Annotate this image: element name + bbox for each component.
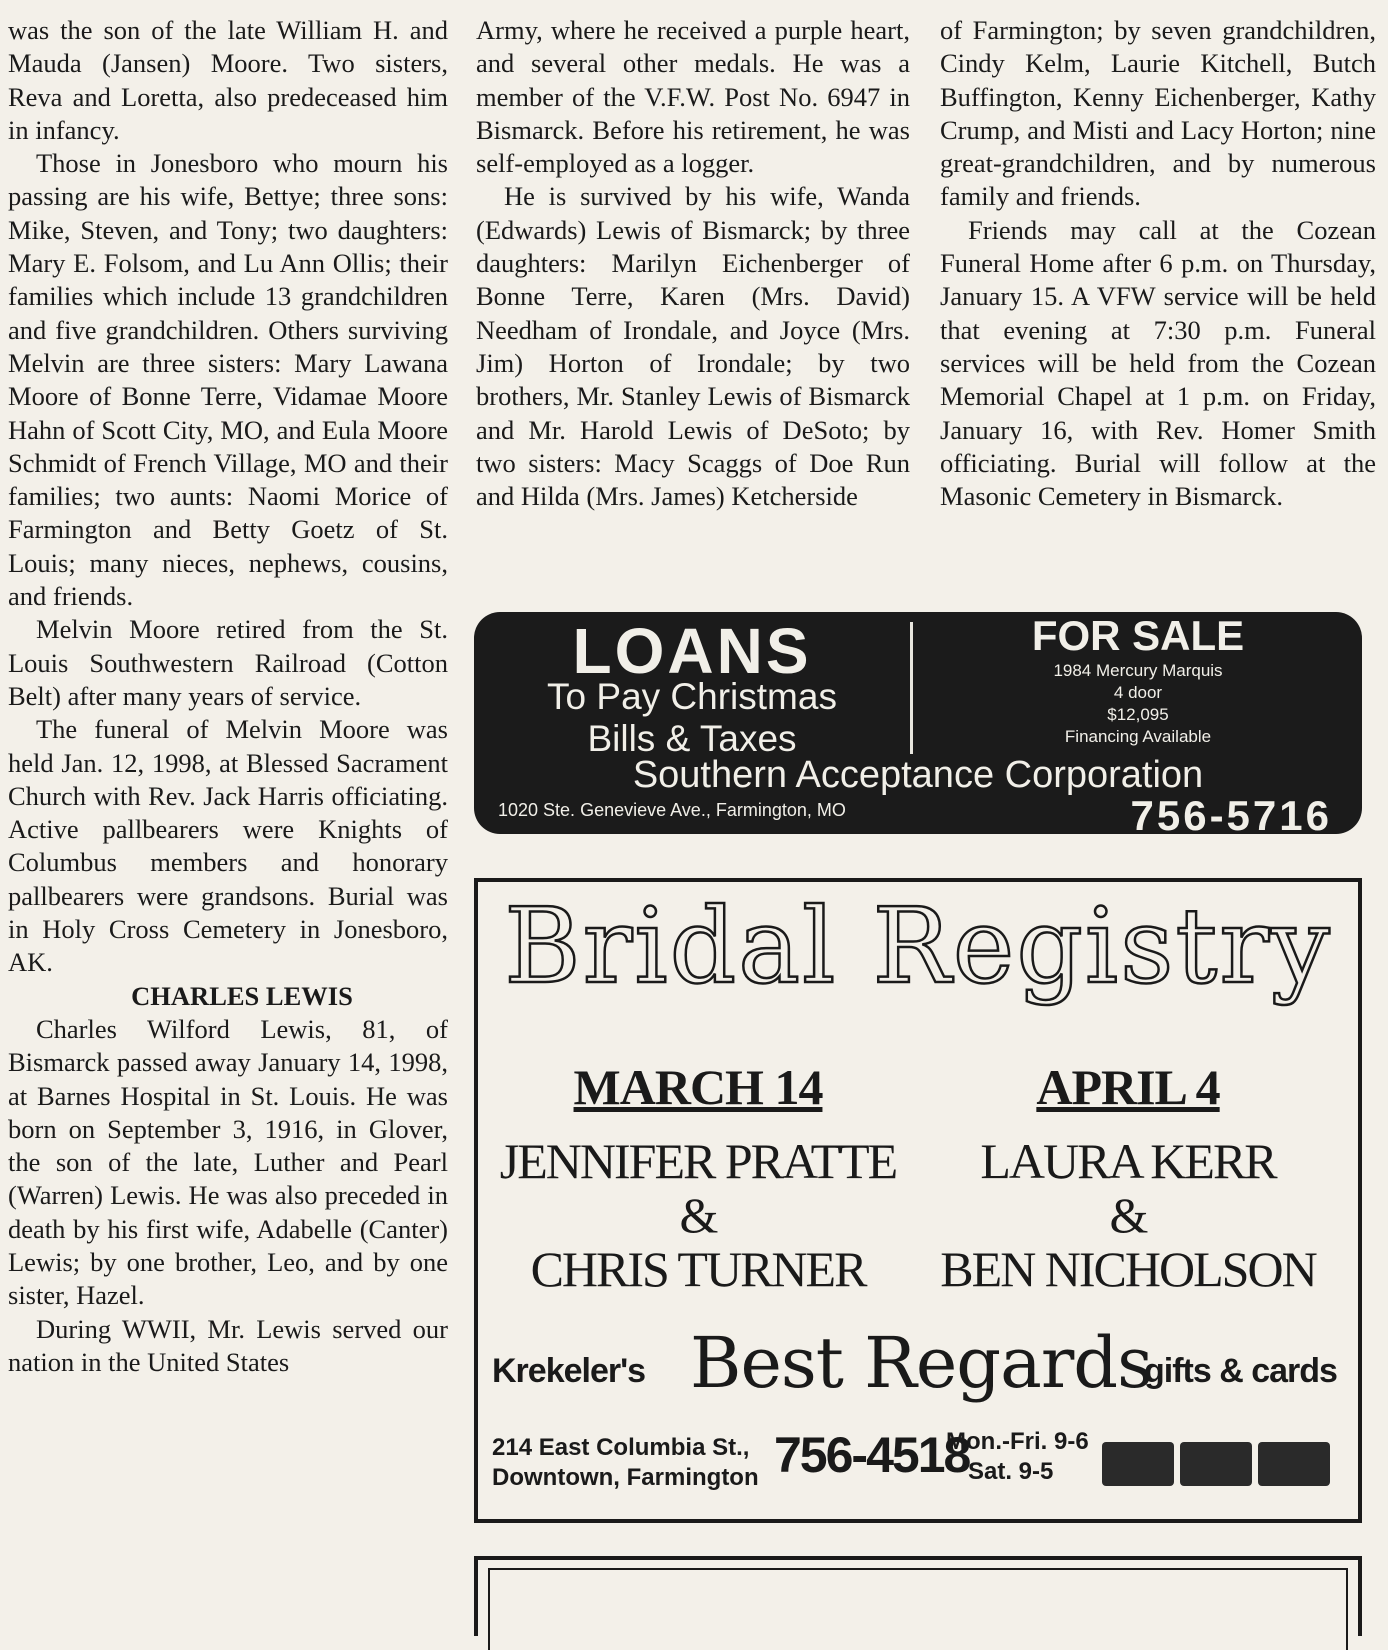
- obituary-column-2: [476, 14, 910, 513]
- bride-name: LAURA KERR: [980, 1133, 1276, 1189]
- paragraph: Army, where he received a purple heart, and several other medals. He was a member of the V.F.W. Post No. 6947 in Bismarck. Before his retirement, he was self-employed as a logger.: [476, 15, 910, 179]
- loans-title: LOANS: [572, 615, 812, 687]
- store-address: Downtown, Farmington: [492, 1464, 759, 1491]
- paragraph: Melvin Moore retired from the St. Louis Southwestern Railroad (Cotton Belt) after many years of service.: [8, 614, 448, 711]
- loans-advertisement: [474, 612, 1362, 839]
- obituary-column-3: [940, 14, 1376, 513]
- store-hours: Mon.-Fri. 9-6: [946, 1428, 1089, 1455]
- store-tagline: gifts & cards: [1144, 1352, 1337, 1390]
- paragraph: He is survived by his wife, Wanda (Edwards) Lewis of Bismarck; by three daughters: Marilyn Eichenberger of Bonne Terre, Karen (Mrs. David) Needham of Irondale, and Joyce (Mrs. Jim) Horton of Irondale; by two brothers, Mr. Stanley Lewis of Bismarck and Mr. Harold Lewis of DeSoto; by two sisters: Macy Scaggs of Doe Run and Hilda (Mrs. James) Ketcherside: [476, 181, 910, 512]
- groom-name: BEN NICHOLSON: [940, 1241, 1316, 1297]
- sale-price: $12,095: [1107, 705, 1169, 724]
- obituary-heading: CHARLES LEWIS: [131, 980, 353, 1011]
- sale-doors: 4 door: [1113, 683, 1163, 702]
- inner-border: [488, 1568, 1348, 1650]
- credit-card-icon: [1258, 1442, 1330, 1486]
- sale-financing: Financing Available: [1064, 727, 1212, 746]
- wedding-date: APRIL 4: [1036, 1059, 1220, 1115]
- paragraph: Charles Wilford Lewis, 81, of Bismarck passed away January 14, 1998, at Barnes Hospital in St. Louis. He was born on September 3, 1916, in Glover, the son of the late, Luther and Pearl (Warren) Lewis. He was also preceded in death by his first wife, Adabelle (Canter) Lewis; by one brother, Leo, and by one sister, Hazel.: [8, 1013, 448, 1311]
- credit-card-icon: [1102, 1442, 1174, 1486]
- paragraph: Those in Jonesboro who mourn his passing are his wife, Bettye; three sons: Mike, Steven, and Tony; two daughters: Mary E. Folsom, and Lu Ann Ollis; their families which include 13 grandchildren and five grandchildren. Others surviving Melvin are three sisters: Mary Lawana Moore of Bonne Terre, Vidamae Moore Hahn of Scott City, MO, and Eula Moore Schmidt of French Village, MO and their families; two aunts: Naomi Morice of Farmington and Betty Goetz of St. Louis; many nieces, nephews, cousins, and friends.: [8, 148, 448, 612]
- paragraph: Friends may call at the Cozean Funeral Home after 6 p.m. on Thursday, January 15. A VFW service will be held that evening at 7:30 p.m. Funeral services will be held from the Cozean Memorial Chapel at 1 p.m. on Friday, January 16, with Rev. Homer Smith officiating. Burial will follow at the Masonic Cemetery in Bismarck.: [940, 214, 1376, 512]
- for-sale-title: FOR SALE: [1031, 612, 1245, 659]
- paragraph: was the son of the late William H. and Mauda (Jansen) Moore. Two sisters, Reva and Loretta, also predeceased him in infancy.: [8, 15, 448, 145]
- paragraph: During WWII, Mr. Lewis served our nation in the United States: [8, 1313, 448, 1377]
- store-address: 214 East Columbia St.,: [492, 1434, 750, 1461]
- bridal-title: Bridal Registry: [504, 885, 1332, 1007]
- loans-subtitle: To Pay Christmas: [547, 676, 837, 717]
- bridal-registry-advertisement: [474, 878, 1362, 1523]
- store-phone: 756-4518: [774, 1427, 970, 1483]
- company-phone: 756-5716: [1130, 792, 1332, 839]
- store-brand: Best Regards: [690, 1322, 1153, 1404]
- bride-name: JENNIFER PRATTE: [499, 1133, 897, 1189]
- company-name: Southern Acceptance Corporation: [632, 754, 1204, 796]
- ampersand: &: [1109, 1187, 1147, 1243]
- credit-card-icon: [1180, 1442, 1252, 1486]
- paragraph: The funeral of Melvin Moore was held Jan. 12, 1998, at Blessed Sacrament Church with Rev. Jack Harris officiating. Active pallbearers were Knights of Columbus members and honorary pallbearers were grandsons. Burial was in Holy Cross Cemetery in Jonesboro, AK.: [8, 714, 448, 978]
- wedding-date: MARCH 14: [573, 1059, 823, 1115]
- ad-divider: [910, 622, 913, 754]
- company-address: 1020 Ste. Genevieve Ave., Farmington, MO: [498, 800, 846, 820]
- sale-car: 1984 Mercury Marquis: [1053, 661, 1223, 680]
- groom-name: CHRIS TURNER: [530, 1241, 866, 1297]
- loans-subtitle: Bills & Taxes: [587, 718, 797, 759]
- obituary-column-1: [8, 14, 448, 1379]
- store-name: Krekeler's: [492, 1352, 646, 1390]
- ampersand: &: [679, 1187, 717, 1243]
- paragraph: of Farmington; by seven grandchildren, Cindy Kelm, Laurie Kitchell, Butch Buffington, Kenny Eichenberger, Kathy Crump, and Misti and Lacy Horton; nine great-grandchildren, and by numerous family and friends.: [940, 15, 1376, 212]
- next-advertisement-border: [474, 1556, 1362, 1636]
- store-hours: Sat. 9-5: [968, 1458, 1054, 1485]
